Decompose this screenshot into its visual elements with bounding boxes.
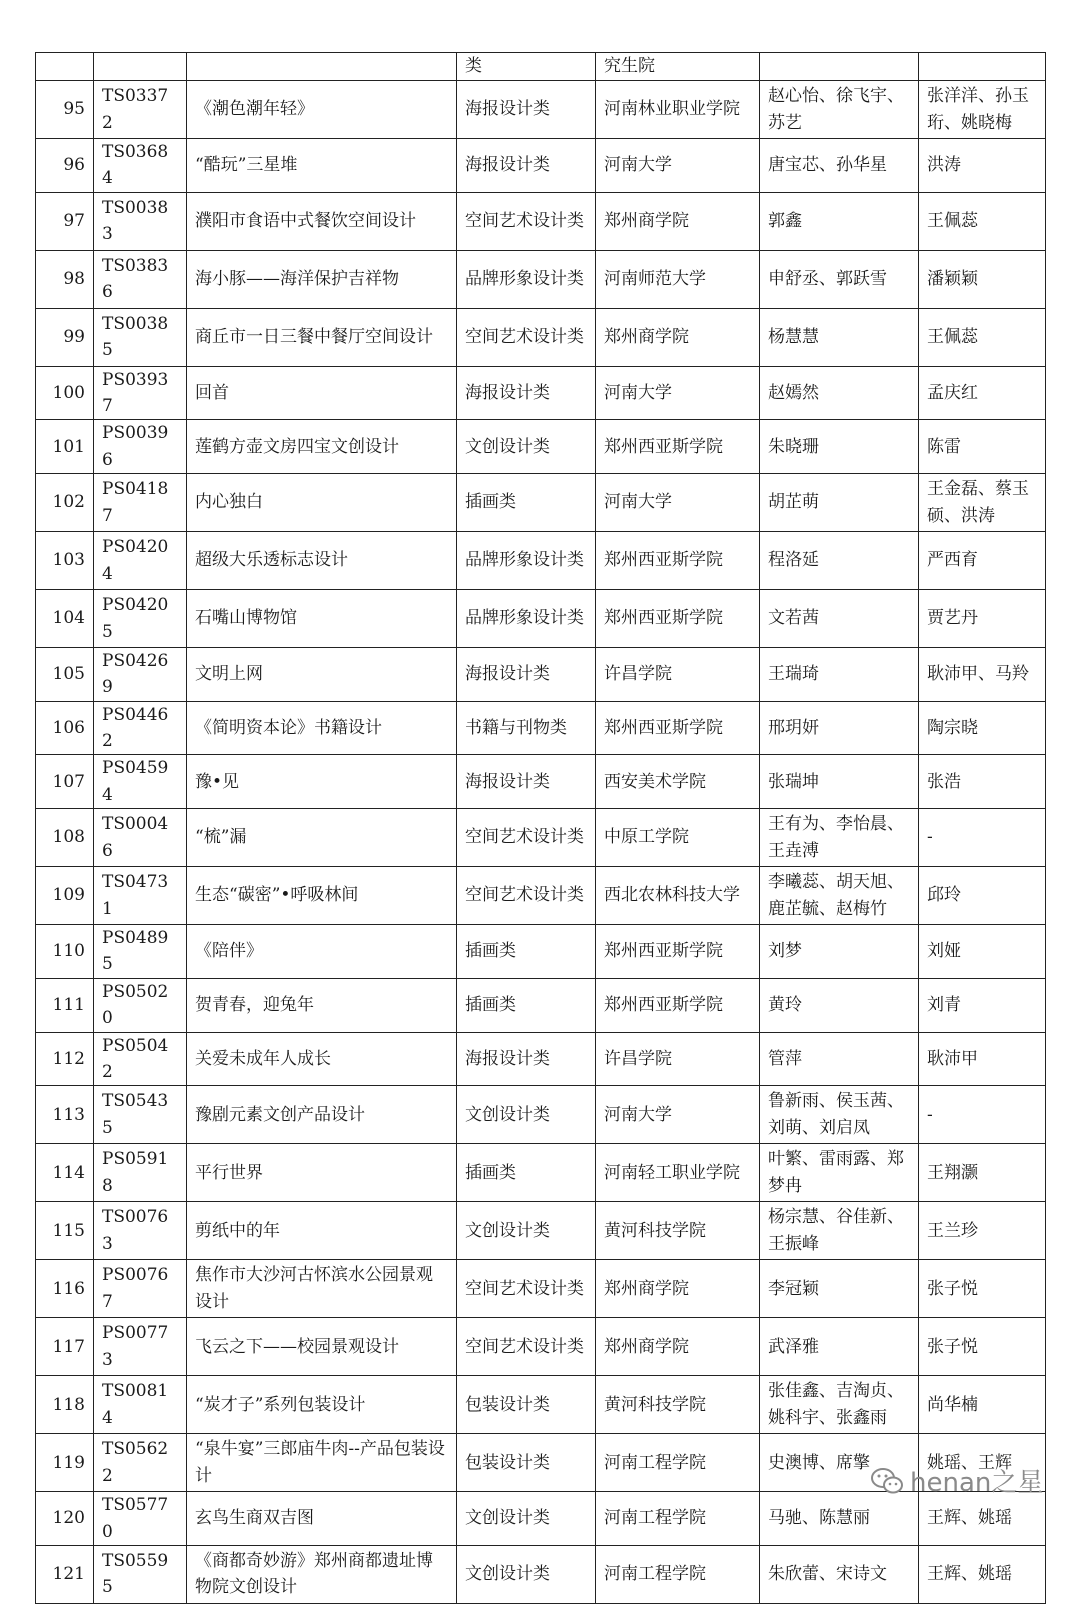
authors-cell: 杨宗慧、谷佳新、王振峰 (760, 1202, 919, 1260)
row-number-cell: 112 (36, 1032, 94, 1086)
school-cell: 河南林业职业学院 (596, 81, 760, 139)
table-row (36, 701, 1046, 755)
work-title-cell: 豫剧元素文创产品设计 (187, 1086, 457, 1144)
work-code-cell: PS04895 (94, 925, 187, 979)
work-title-cell: 平行世界 (187, 1144, 457, 1202)
advisors-cell: 耿沛甲、马羚 (919, 648, 1046, 702)
category-cell: 海报设计类 (457, 648, 596, 702)
table-row (36, 590, 1046, 648)
work-title-cell: 《陪伴》 (187, 925, 457, 979)
work-title-cell: 商丘市一日三餐中餐厅空间设计 (187, 308, 457, 366)
advisors-cell: 刘青 (919, 978, 1046, 1032)
row-number-cell: 100 (36, 366, 94, 420)
authors-cell: 朱晓珊 (760, 420, 919, 474)
row-number-cell: 95 (36, 81, 94, 139)
category-cell: 包装设计类 (457, 1376, 596, 1434)
work-code-cell: PS05042 (94, 1032, 187, 1086)
school-cell: 黄河科技学院 (596, 1202, 760, 1260)
advisors-cell: 王辉、姚瑶 (919, 1492, 1046, 1546)
category-cell: 品牌形象设计类 (457, 250, 596, 308)
work-title-cell: 贺青春，迎兔年 (187, 978, 457, 1032)
school-cell: 河南工程学院 (596, 1492, 760, 1546)
authors-cell: 杨慧慧 (760, 308, 919, 366)
work-code-cell: TS05435 (94, 1086, 187, 1144)
row-number-cell: 102 (36, 474, 94, 532)
authors-cell: 马驰、陈慧丽 (760, 1492, 919, 1546)
watermark (870, 1462, 1043, 1499)
work-code-cell: TS00763 (94, 1202, 187, 1260)
row-number-cell: 106 (36, 701, 94, 755)
row-number-cell: 121 (36, 1545, 94, 1603)
category-cell: 文创设计类 (457, 1545, 596, 1603)
work-code-cell: PS04269 (94, 648, 187, 702)
row-number-cell (36, 53, 94, 81)
category-cell: 海报设计类 (457, 139, 596, 193)
advisors-cell: 洪涛 (919, 139, 1046, 193)
category-cell: 空间艺术设计类 (457, 308, 596, 366)
school-cell: 黄河科技学院 (596, 1376, 760, 1434)
table-row (36, 250, 1046, 308)
table-row (36, 474, 1046, 532)
work-code-cell: PS04462 (94, 701, 187, 755)
school-cell: 河南轻工职业学院 (596, 1144, 760, 1202)
awards-table-body (36, 53, 1046, 1604)
category-cell: 空间艺术设计类 (457, 867, 596, 925)
row-number-cell: 114 (36, 1144, 94, 1202)
work-title-cell: 飞云之下——校园景观设计 (187, 1318, 457, 1376)
table-row (36, 1202, 1046, 1260)
category-cell: 空间艺术设计类 (457, 1260, 596, 1318)
table-row (36, 1492, 1046, 1546)
table-row (36, 809, 1046, 867)
advisors-cell: 邱玲 (919, 867, 1046, 925)
table-row (36, 1032, 1046, 1086)
row-number-cell: 109 (36, 867, 94, 925)
advisors-cell: - (919, 809, 1046, 867)
advisors-cell: 张子悦 (919, 1318, 1046, 1376)
table-row (36, 81, 1046, 139)
category-cell: 类 (457, 53, 596, 81)
awards-table (35, 52, 1046, 1604)
work-code-cell: PS00767 (94, 1260, 187, 1318)
school-cell: 郑州西亚斯学院 (596, 590, 760, 648)
category-cell: 插画类 (457, 925, 596, 979)
row-number-cell: 117 (36, 1318, 94, 1376)
category-cell: 空间艺术设计类 (457, 192, 596, 250)
work-code-cell: TS03836 (94, 250, 187, 308)
row-number-cell: 104 (36, 590, 94, 648)
table-row (36, 366, 1046, 420)
row-number-cell: 110 (36, 925, 94, 979)
row-number-cell: 97 (36, 192, 94, 250)
advisors-cell: 张子悦 (919, 1260, 1046, 1318)
advisors-cell: 孟庆红 (919, 366, 1046, 420)
school-cell: 郑州西亚斯学院 (596, 532, 760, 590)
category-cell: 文创设计类 (457, 1086, 596, 1144)
work-title-cell: 内心独白 (187, 474, 457, 532)
authors-cell: 赵心怡、徐飞宇、苏艺 (760, 81, 919, 139)
school-cell: 西北农林科技大学 (596, 867, 760, 925)
row-number-cell: 113 (36, 1086, 94, 1144)
advisors-cell: 耿沛甲 (919, 1032, 1046, 1086)
row-number-cell: 108 (36, 809, 94, 867)
school-cell: 郑州西亚斯学院 (596, 420, 760, 474)
school-cell: 河南工程学院 (596, 1434, 760, 1492)
work-title-cell: “泉牛宴”三郎庙牛肉--产品包装设计 (187, 1434, 457, 1492)
school-cell: 河南工程学院 (596, 1545, 760, 1603)
work-code-cell: PS00396 (94, 420, 187, 474)
advisors-cell: 严西育 (919, 532, 1046, 590)
row-number-cell: 111 (36, 978, 94, 1032)
table-row (36, 1318, 1046, 1376)
authors-cell: 申舒丞、郭跃雪 (760, 250, 919, 308)
advisors-cell: 王兰珍 (919, 1202, 1046, 1260)
category-cell: 插画类 (457, 1144, 596, 1202)
work-code-cell: TS03372 (94, 81, 187, 139)
table-row (36, 925, 1046, 979)
table-row (36, 1086, 1046, 1144)
advisors-cell: 王佩蕊 (919, 192, 1046, 250)
authors-cell: 张瑞坤 (760, 755, 919, 809)
work-title-cell: “酷玩”三星堆 (187, 139, 457, 193)
table-row (36, 192, 1046, 250)
authors-cell: 史澳博、席擎 (760, 1434, 919, 1492)
work-code-cell (94, 53, 187, 81)
authors-cell: 鲁新雨、侯玉茜、刘萌、刘启凤 (760, 1086, 919, 1144)
school-cell: 郑州商学院 (596, 192, 760, 250)
work-code-cell: PS04594 (94, 755, 187, 809)
work-title-cell: 关爱未成年人成长 (187, 1032, 457, 1086)
row-number-cell: 105 (36, 648, 94, 702)
work-code-cell: PS04187 (94, 474, 187, 532)
work-code-cell: TS05770 (94, 1492, 187, 1546)
work-title-cell: 超级大乐透标志设计 (187, 532, 457, 590)
row-number-cell: 99 (36, 308, 94, 366)
work-code-cell: PS05020 (94, 978, 187, 1032)
work-title-cell: 玄鸟生商双吉图 (187, 1492, 457, 1546)
work-title-cell: 莲鹤方壶文房四宝文创设计 (187, 420, 457, 474)
work-title-cell: “炭才子”系列包装设计 (187, 1376, 457, 1434)
work-title-cell: 濮阳市食语中式餐饮空间设计 (187, 192, 457, 250)
school-cell: 河南大学 (596, 474, 760, 532)
category-cell: 品牌形象设计类 (457, 590, 596, 648)
authors-cell: 刘梦 (760, 925, 919, 979)
table-row (36, 308, 1046, 366)
advisors-cell: 陈雷 (919, 420, 1046, 474)
advisors-cell: 王金磊、蔡玉硕、洪涛 (919, 474, 1046, 532)
category-cell: 海报设计类 (457, 1032, 596, 1086)
row-number-cell: 101 (36, 420, 94, 474)
table-row (36, 1260, 1046, 1318)
authors-cell: 李曦蕊、胡天旭、鹿芷毓、赵梅竹 (760, 867, 919, 925)
work-title-cell: 石嘴山博物馆 (187, 590, 457, 648)
work-title-cell (187, 53, 457, 81)
school-cell: 郑州商学院 (596, 308, 760, 366)
table-row (36, 755, 1046, 809)
watermark-text: henan之星 (910, 1468, 1044, 1498)
table-row (36, 139, 1046, 193)
authors-cell: 管萍 (760, 1032, 919, 1086)
work-code-cell: PS04205 (94, 590, 187, 648)
work-code-cell: TS00046 (94, 809, 187, 867)
authors-cell: 武泽雅 (760, 1318, 919, 1376)
work-title-cell: 《商都奇妙游》郑州商都遗址博物院文创设计 (187, 1545, 457, 1603)
work-code-cell: PS00773 (94, 1318, 187, 1376)
school-cell: 许昌学院 (596, 1032, 760, 1086)
work-code-cell: PS04204 (94, 532, 187, 590)
school-cell: 河南大学 (596, 366, 760, 420)
category-cell: 书籍与刊物类 (457, 701, 596, 755)
table-row (36, 1144, 1046, 1202)
authors-cell: 李冠颖 (760, 1260, 919, 1318)
advisors-cell: 潘颖颖 (919, 250, 1046, 308)
category-cell: 插画类 (457, 474, 596, 532)
school-cell: 西安美术学院 (596, 755, 760, 809)
table-row (36, 1376, 1046, 1434)
school-cell: 郑州西亚斯学院 (596, 701, 760, 755)
row-number-cell: 116 (36, 1260, 94, 1318)
table-row (36, 532, 1046, 590)
work-code-cell: TS00383 (94, 192, 187, 250)
school-cell: 中原工学院 (596, 809, 760, 867)
school-cell: 许昌学院 (596, 648, 760, 702)
authors-cell: 赵嫣然 (760, 366, 919, 420)
authors-cell: 张佳鑫、吉淘贞、姚科宇、张鑫雨 (760, 1376, 919, 1434)
advisors-cell: 张洋洋、孙玉珩、姚晓梅 (919, 81, 1046, 139)
work-code-cell: TS00814 (94, 1376, 187, 1434)
authors-cell: 王有为、李怡晨、王垚溥 (760, 809, 919, 867)
category-cell: 海报设计类 (457, 366, 596, 420)
table-row (36, 867, 1046, 925)
work-title-cell: 文明上网 (187, 648, 457, 702)
school-cell: 河南大学 (596, 1086, 760, 1144)
school-cell: 究生院 (596, 53, 760, 81)
work-code-cell: PS03937 (94, 366, 187, 420)
category-cell: 文创设计类 (457, 420, 596, 474)
category-cell: 文创设计类 (457, 1202, 596, 1260)
advisors-cell: 王辉、姚瑶 (919, 1545, 1046, 1603)
row-number-cell: 98 (36, 250, 94, 308)
row-number-cell: 107 (36, 755, 94, 809)
advisors-cell: - (919, 1086, 1046, 1144)
work-title-cell: 海小豚——海洋保护吉祥物 (187, 250, 457, 308)
school-cell: 河南师范大学 (596, 250, 760, 308)
table-row (36, 53, 1046, 81)
category-cell: 文创设计类 (457, 1492, 596, 1546)
advisors-cell: 刘娅 (919, 925, 1046, 979)
advisors-cell: 张浩 (919, 755, 1046, 809)
advisors-cell: 陶宗晓 (919, 701, 1046, 755)
authors-cell (760, 53, 919, 81)
work-title-cell: 剪纸中的年 (187, 1202, 457, 1260)
work-code-cell: TS00385 (94, 308, 187, 366)
authors-cell: 邢玥妍 (760, 701, 919, 755)
category-cell: 插画类 (457, 978, 596, 1032)
authors-cell: 朱欣蕾、宋诗文 (760, 1545, 919, 1603)
advisors-cell (919, 53, 1046, 81)
work-code-cell: TS04731 (94, 867, 187, 925)
authors-cell: 王瑞琦 (760, 648, 919, 702)
school-cell: 郑州商学院 (596, 1318, 760, 1376)
category-cell: 空间艺术设计类 (457, 1318, 596, 1376)
wechat-icon (870, 1466, 904, 1496)
work-code-cell: PS05918 (94, 1144, 187, 1202)
authors-cell: 胡芷萌 (760, 474, 919, 532)
work-title-cell: 豫•见 (187, 755, 457, 809)
work-title-cell: 生态“碳密”•呼吸林间 (187, 867, 457, 925)
work-code-cell: TS05595 (94, 1545, 187, 1603)
authors-cell: 叶繁、雷雨露、郑梦冉 (760, 1144, 919, 1202)
row-number-cell: 119 (36, 1434, 94, 1492)
work-title-cell: 回首 (187, 366, 457, 420)
table-row (36, 1545, 1046, 1603)
category-cell: 空间艺术设计类 (457, 809, 596, 867)
school-cell: 郑州西亚斯学院 (596, 925, 760, 979)
category-cell: 海报设计类 (457, 81, 596, 139)
work-title-cell: 《潮色潮年轻》 (187, 81, 457, 139)
category-cell: 包装设计类 (457, 1434, 596, 1492)
school-cell: 郑州西亚斯学院 (596, 978, 760, 1032)
advisors-cell: 姚瑶、王辉 (919, 1434, 1046, 1492)
advisors-cell: 尚华楠 (919, 1376, 1046, 1434)
category-cell: 品牌形象设计类 (457, 532, 596, 590)
work-title-cell: 《简明资本论》书籍设计 (187, 701, 457, 755)
row-number-cell: 115 (36, 1202, 94, 1260)
authors-cell: 文若茜 (760, 590, 919, 648)
advisors-cell: 王佩蕊 (919, 308, 1046, 366)
advisors-cell: 贾艺丹 (919, 590, 1046, 648)
table-row (36, 648, 1046, 702)
row-number-cell: 118 (36, 1376, 94, 1434)
authors-cell: 郭鑫 (760, 192, 919, 250)
work-title-cell: 焦作市大沙河古怀滨水公园景观设计 (187, 1260, 457, 1318)
work-code-cell: TS03684 (94, 139, 187, 193)
authors-cell: 唐宝芯、孙华星 (760, 139, 919, 193)
table-row (36, 978, 1046, 1032)
row-number-cell: 103 (36, 532, 94, 590)
authors-cell: 黄玲 (760, 978, 919, 1032)
category-cell: 海报设计类 (457, 755, 596, 809)
work-title-cell: “梳”漏 (187, 809, 457, 867)
authors-cell: 程洛延 (760, 532, 919, 590)
advisors-cell: 王翔灏 (919, 1144, 1046, 1202)
school-cell: 河南大学 (596, 139, 760, 193)
table-row (36, 420, 1046, 474)
work-code-cell: TS05622 (94, 1434, 187, 1492)
school-cell: 郑州商学院 (596, 1260, 760, 1318)
row-number-cell: 96 (36, 139, 94, 193)
row-number-cell: 120 (36, 1492, 94, 1546)
